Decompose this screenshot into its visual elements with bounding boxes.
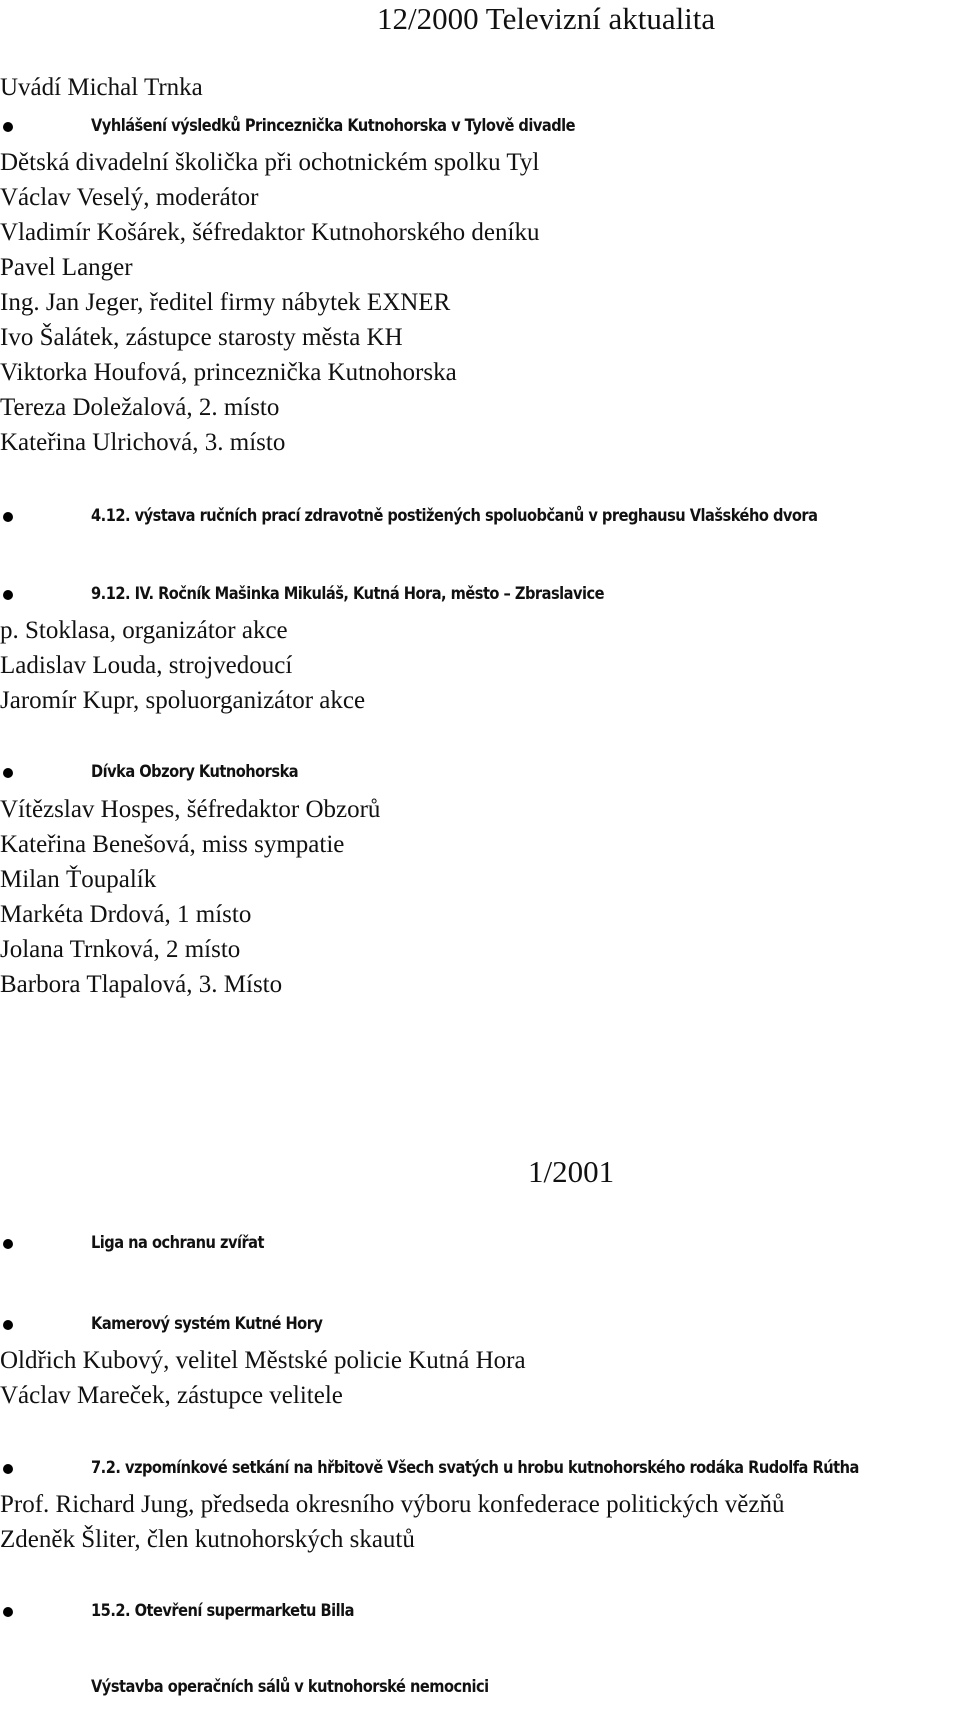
item-heading: 15.2. Otevření supermarketu Billa xyxy=(91,1601,354,1621)
bullet-icon xyxy=(3,122,13,132)
section-title: 1/2001 xyxy=(528,1154,615,1189)
text-line: Pavel Langer xyxy=(0,254,133,281)
text-line: Václav Mareček, zástupce velitele xyxy=(0,1382,343,1409)
text-line: Ing. Jan Jeger, ředitel firmy nábytek EXNER xyxy=(0,289,451,316)
item-heading: Liga na ochranu zvířat xyxy=(91,1233,264,1253)
item-heading: 7.2. vzpomínkové setkání na hřbitově Všech svatých u hrobu kutnohorského rodáka Rudolfa Rútha xyxy=(91,1458,859,1478)
item-heading: Výstavba operačních sálů v kutnohorské nemocnici xyxy=(91,1677,489,1697)
text-line: Kateřina Ulrichová, 3. místo xyxy=(0,429,286,456)
item-heading: Vyhlášení výsledků Princeznička Kutnohorska v Tylově divadle xyxy=(91,116,576,136)
text-line: Jaromír Kupr, spoluorganizátor akce xyxy=(0,687,366,714)
text-line: Vladimír Košárek, šéfredaktor Kutnohorského deníku xyxy=(0,219,540,246)
bullet-icon xyxy=(3,1320,13,1330)
page-title: 12/2000 Televizní aktualita xyxy=(377,1,716,36)
text-line: Oldřich Kubový, velitel Městské policie Kutná Hora xyxy=(0,1347,526,1374)
text-line: Zdeněk Šliter, člen kutnohorských skautů xyxy=(0,1526,415,1553)
text-line: Ivo Šalátek, zástupce starosty města KH xyxy=(0,324,403,351)
text-line: Ladislav Louda, strojvedoucí xyxy=(0,652,293,679)
text-line: Milan Ťoupalík xyxy=(0,866,157,893)
item-heading: Dívka Obzory Kutnohorska xyxy=(91,762,299,782)
text-line: Markéta Drdová, 1 místo xyxy=(0,901,252,928)
text-line: Jolana Trnková, 2 místo xyxy=(0,936,241,963)
bullet-icon xyxy=(3,1607,13,1617)
bullet-icon xyxy=(3,590,13,600)
bullet-icon xyxy=(3,1239,13,1249)
text-line: Václav Veselý, moderátor xyxy=(0,184,259,211)
intro-line: Uvádí Michal Trnka xyxy=(0,74,203,101)
bullet-icon xyxy=(3,1464,13,1474)
bullet-icon xyxy=(3,768,13,778)
bullet-icon xyxy=(3,512,13,522)
item-heading: 4.12. výstava ručních prací zdravotně postižených spoluobčanů v preghausu Vlašského dvora xyxy=(91,506,818,526)
text-line: Prof. Richard Jung, předseda okresního výboru konfederace politických vězňů xyxy=(0,1491,785,1518)
text-line: Tereza Doležalová, 2. místo xyxy=(0,394,280,421)
text-line: Viktorka Houfová, princeznička Kutnohorska xyxy=(0,359,457,386)
text-line: Vítězslav Hospes, šéfredaktor Obzorů xyxy=(0,796,381,823)
item-heading: 9.12. IV. Ročník Mašinka Mikuláš, Kutná Hora, město – Zbraslavice xyxy=(91,584,605,604)
text-line: Kateřina Benešová, miss sympatie xyxy=(0,831,345,858)
text-line: p. Stoklasa, organizátor akce xyxy=(0,617,288,644)
text-line: Barbora Tlapalová, 3. Místo xyxy=(0,971,283,998)
item-heading: Kamerový systém Kutné Hory xyxy=(91,1314,323,1334)
text-line: Dětská divadelní školička při ochotnickém spolku Tyl xyxy=(0,149,540,176)
